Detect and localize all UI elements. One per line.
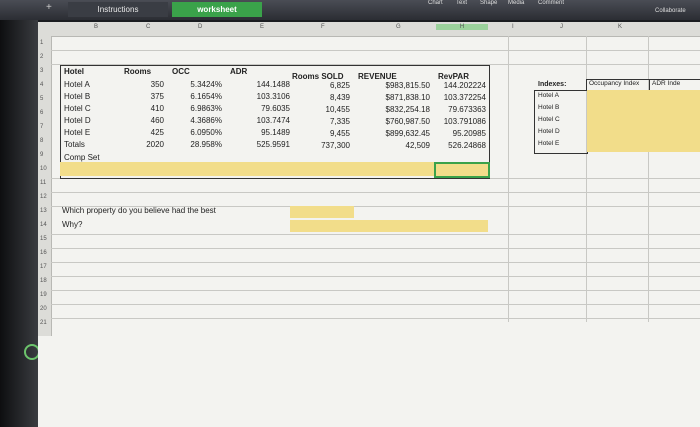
tab-instructions[interactable]: Instructions bbox=[68, 2, 168, 17]
toolbar-media[interactable]: Media bbox=[508, 0, 525, 6]
row-header[interactable]: 5 bbox=[40, 96, 44, 102]
cell-occ[interactable]: 6.9863% bbox=[190, 104, 222, 113]
index-hotel-label: Hotel B bbox=[538, 104, 560, 111]
cell-totals-revenue[interactable]: 42,509 bbox=[405, 141, 430, 150]
header-revenue: REVENUE bbox=[358, 72, 397, 81]
column-header-c[interactable]: C bbox=[146, 24, 151, 30]
cell-rooms[interactable]: 460 bbox=[150, 116, 164, 125]
row-header[interactable]: 7 bbox=[40, 124, 44, 130]
cell-occ[interactable]: 6.0950% bbox=[190, 128, 222, 137]
cell-rooms[interactable]: 375 bbox=[150, 92, 164, 101]
header-revpar: RevPAR bbox=[438, 72, 469, 81]
grid-line bbox=[51, 234, 700, 235]
toolbar-collaborate[interactable]: Collaborate bbox=[655, 8, 686, 14]
column-header-k[interactable]: K bbox=[618, 24, 623, 30]
column-header-g[interactable]: G bbox=[396, 24, 401, 30]
spreadsheet-grid[interactable] bbox=[38, 22, 700, 427]
grid-line bbox=[51, 262, 700, 263]
cell-revenue[interactable]: $899,632.45 bbox=[385, 129, 430, 138]
row-header[interactable]: 2 bbox=[40, 54, 44, 60]
row-header[interactable]: 20 bbox=[40, 306, 47, 312]
row-header[interactable]: 3 bbox=[40, 68, 44, 74]
selected-cell[interactable] bbox=[434, 162, 490, 178]
cell-hotel[interactable]: Hotel A bbox=[64, 80, 90, 89]
header-adr: ADR bbox=[230, 67, 248, 76]
grid-line bbox=[51, 248, 700, 249]
question-text: Which property do you believe had the best bbox=[62, 206, 216, 215]
row-header[interactable]: 19 bbox=[40, 292, 47, 298]
row-header[interactable]: 13 bbox=[40, 208, 47, 214]
cell-adr[interactable]: 79.6035 bbox=[261, 104, 290, 113]
grid-line bbox=[51, 304, 700, 305]
cell-comp-set-label[interactable]: Comp Set bbox=[64, 153, 100, 162]
cell-adr[interactable]: 103.3106 bbox=[256, 92, 290, 101]
cell-rooms-sold[interactable]: 9,455 bbox=[329, 129, 350, 138]
header-rooms-sold: Rooms SOLD bbox=[292, 72, 344, 81]
index-hotel-label: Hotel D bbox=[538, 128, 560, 135]
tab-worksheet[interactable]: worksheet bbox=[172, 2, 262, 17]
grid-line bbox=[51, 290, 700, 291]
grid-line bbox=[51, 276, 700, 277]
why-text: Why? bbox=[62, 220, 83, 229]
toolbar-chart[interactable]: Chart bbox=[428, 0, 443, 6]
cell-revenue[interactable]: $760,987.50 bbox=[385, 117, 430, 126]
index-hotel-label: Hotel A bbox=[538, 92, 559, 99]
header-occ: OCC bbox=[172, 67, 190, 76]
header-occupancy-index: Occupancy Index bbox=[589, 80, 640, 87]
grid-line bbox=[51, 192, 700, 193]
cell-rooms[interactable]: 410 bbox=[150, 104, 164, 113]
column-header-i[interactable]: I bbox=[512, 24, 514, 30]
cell-revpar[interactable]: 79.673363 bbox=[448, 105, 486, 114]
cell-hotel[interactable]: Hotel D bbox=[64, 116, 91, 125]
cell-adr[interactable]: 95.1489 bbox=[261, 128, 290, 137]
why-answer-cell[interactable] bbox=[290, 220, 488, 232]
cell-totals-adr[interactable]: 525.9591 bbox=[256, 140, 290, 149]
cell-rooms-sold[interactable]: 8,439 bbox=[329, 93, 350, 102]
index-values-fill[interactable] bbox=[587, 90, 700, 152]
column-header-f[interactable]: F bbox=[321, 24, 325, 30]
cell-revenue[interactable]: $871,838.10 bbox=[385, 93, 430, 102]
cell-totals-label[interactable]: Totals bbox=[64, 140, 85, 149]
cell-hotel[interactable]: Hotel B bbox=[64, 92, 91, 101]
cell-occ[interactable]: 4.3686% bbox=[190, 116, 222, 125]
row-header[interactable]: 16 bbox=[40, 250, 47, 256]
cell-occ[interactable]: 6.1654% bbox=[190, 92, 222, 101]
column-header-e[interactable]: E bbox=[260, 24, 265, 30]
toolbar-text[interactable]: Text bbox=[456, 0, 468, 6]
column-header-d[interactable]: D bbox=[198, 24, 203, 30]
cell-revpar[interactable]: 95.20985 bbox=[452, 129, 486, 138]
cell-rooms-sold[interactable]: 10,455 bbox=[325, 105, 350, 114]
cell-revenue[interactable]: $832,254.18 bbox=[385, 105, 430, 114]
add-sheet-icon[interactable]: + bbox=[46, 2, 52, 13]
cell-totals-rooms[interactable]: 2020 bbox=[146, 140, 164, 149]
row-header[interactable]: 12 bbox=[40, 194, 47, 200]
cell-adr[interactable]: 103.7474 bbox=[256, 116, 290, 125]
row-header[interactable]: 1 bbox=[40, 40, 44, 46]
row-header[interactable]: 17 bbox=[40, 264, 47, 270]
column-header-b[interactable]: B bbox=[94, 24, 99, 30]
cell-rooms-sold[interactable]: 6,825 bbox=[329, 81, 350, 90]
indexes-label: Indexes: bbox=[538, 81, 567, 88]
cell-revenue[interactable]: $983,815.50 bbox=[385, 81, 430, 90]
cell-revpar[interactable]: 144.202224 bbox=[443, 81, 486, 90]
row-header[interactable]: 4 bbox=[40, 82, 44, 88]
index-hotel-label: Hotel E bbox=[538, 140, 560, 147]
comp-set-row-fill bbox=[60, 162, 488, 176]
toolbar-comment[interactable]: Comment bbox=[538, 0, 565, 6]
left-edge bbox=[0, 20, 38, 427]
cell-rooms[interactable]: 425 bbox=[150, 128, 164, 137]
row-headers bbox=[38, 36, 52, 336]
toolbar bbox=[0, 0, 700, 20]
header-rooms: Rooms bbox=[124, 67, 152, 76]
row-header[interactable]: 10 bbox=[40, 166, 47, 172]
row-header[interactable]: 15 bbox=[40, 236, 47, 242]
cell-totals-occ[interactable]: 28.958% bbox=[190, 140, 222, 149]
column-header-j[interactable]: J bbox=[560, 24, 563, 30]
row-header[interactable]: 6 bbox=[40, 110, 44, 116]
grid-line bbox=[51, 50, 700, 51]
cell-hotel[interactable]: Hotel C bbox=[64, 104, 91, 113]
column-headers bbox=[38, 22, 700, 37]
grid-line bbox=[51, 318, 700, 319]
cell-revpar[interactable]: 103.372254 bbox=[443, 93, 486, 102]
header-hotel: Hotel bbox=[64, 67, 84, 76]
row-header[interactable]: 11 bbox=[40, 180, 47, 186]
header-adr-index: ADR Inde bbox=[652, 80, 681, 87]
toolbar-shape[interactable]: Shape bbox=[480, 0, 498, 6]
row-header[interactable]: 9 bbox=[40, 152, 44, 158]
cell-revpar[interactable]: 103.791086 bbox=[443, 117, 486, 126]
answer-cell[interactable] bbox=[290, 206, 354, 218]
column-header-h[interactable]: H bbox=[436, 24, 488, 30]
cell-hotel[interactable]: Hotel E bbox=[64, 128, 91, 137]
index-hotel-label: Hotel C bbox=[538, 116, 560, 123]
row-header[interactable]: 18 bbox=[40, 278, 47, 284]
cell-totals-revpar[interactable]: 526.24868 bbox=[448, 141, 486, 150]
grid-line bbox=[508, 36, 509, 322]
cell-adr[interactable]: 144.1488 bbox=[256, 80, 290, 89]
row-header[interactable]: 21 bbox=[40, 320, 47, 326]
cell-rooms-sold[interactable]: 7,335 bbox=[329, 117, 350, 126]
row-header[interactable]: 8 bbox=[40, 138, 44, 144]
cell-occ[interactable]: 5.3424% bbox=[190, 80, 222, 89]
cell-totals-rooms-sold[interactable]: 737,300 bbox=[321, 141, 350, 150]
cell-rooms[interactable]: 350 bbox=[150, 80, 164, 89]
row-header[interactable]: 14 bbox=[40, 222, 47, 228]
